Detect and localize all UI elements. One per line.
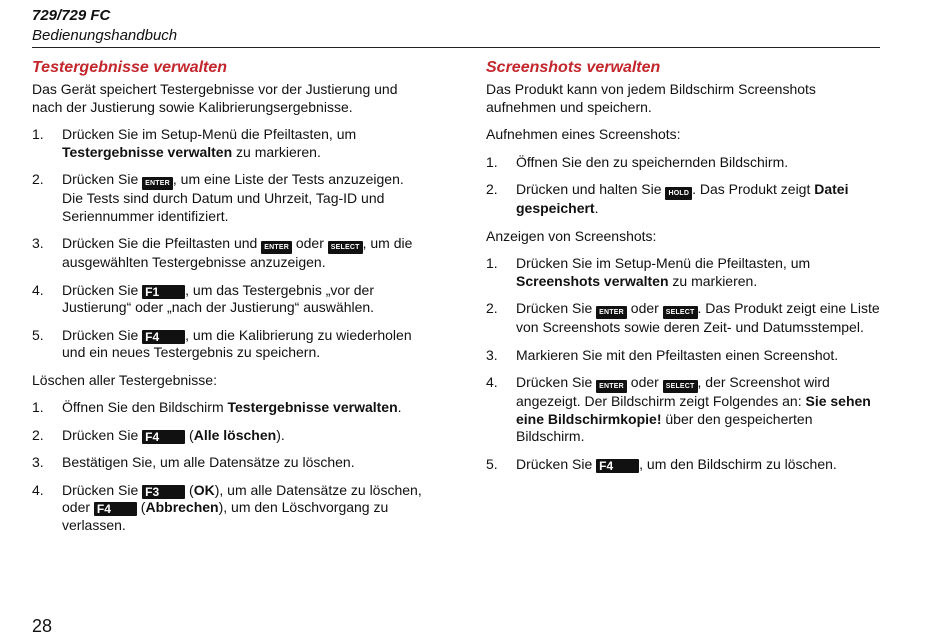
list-item: 1. Drücken Sie im Setup-Menü die Pfeiltasten, um Screenshots verwalten zu markieren.: [486, 255, 811, 289]
hold-key-icon: HOLD: [665, 187, 692, 200]
list-item: 5. Drücken Sie F4 , um die Kalibrierung zu wiederholen und ein neues Testergebnis zu speichern.: [32, 326, 412, 360]
manual-subtitle: Bedienungshandbuch: [32, 27, 178, 44]
list-item: 1. Öffnen Sie den zu speichernden Bildschirm.: [486, 153, 789, 170]
f1-key-icon: F1: [142, 285, 185, 299]
f4-key-icon: F4: [94, 502, 137, 516]
enter-key-icon: ENTER: [596, 306, 627, 319]
list-item: 4. Drücken Sie ENTER oder SELECT , der Screenshot wird angezeigt. Der Bildschirm zeigt Folgendes an: Sie sehen eine Bildschirmkopie! über den gespeicherten Bildschirm.: [486, 374, 871, 444]
delete-steps: [32, 399, 424, 534]
section-intro: Das Produkt kann von jedem Bildschirm Screenshots aufnehmen und speichern.: [486, 81, 816, 115]
list-item: 2. Drücken Sie F4 (Alle löschen).: [32, 426, 285, 444]
list-item: 4. Drücken Sie F3 (OK), um alle Datensätze zu löschen, oder F4 (Abbrechen), um den Löschvorgang zu verlassen.: [32, 481, 422, 533]
f3-key-icon: F3: [142, 485, 185, 499]
f4-key-icon: F4: [142, 430, 185, 444]
list-item: 3. Drücken Sie die Pfeiltasten und ENTER oder SELECT , um die ausgewählten Testergebnisse anzuzeigen.: [32, 235, 413, 270]
list-item: 3. Bestätigen Sie, um alle Datensätze zu löschen.: [32, 454, 355, 470]
select-key-icon: SELECT: [663, 380, 698, 393]
enter-key-icon: ENTER: [596, 380, 627, 393]
f4-key-icon: F4: [596, 459, 639, 473]
enter-key-icon: ENTER: [261, 241, 292, 254]
page-header: [32, 6, 177, 46]
list-item: 1. Öffnen Sie den Bildschirm Testergebnisse verwalten.: [32, 399, 402, 415]
manual-model-title: 729/729 FC: [32, 7, 111, 24]
select-key-icon: SELECT: [663, 306, 698, 319]
section-intro: Das Gerät speichert Testergebnisse vor der Justierung und nach der Justierung sowie Kalibrierungsergebnisse.: [32, 81, 398, 115]
section-heading-test-results: Testergebnisse verwalten: [32, 59, 228, 76]
view-steps: [486, 255, 880, 473]
list-item: 1. Drücken Sie im Setup-Menü die Pfeiltasten, um Testergebnisse verwalten zu markieren.: [32, 126, 357, 160]
list-item: 2. Drücken Sie ENTER , um eine Liste der Tests anzuzeigen. Die Tests sind durch Datum und Uhrzeit, Tag-ID und Seriennummer identifiziert.: [32, 171, 404, 224]
right-column: [486, 58, 880, 483]
select-key-icon: SELECT: [328, 241, 363, 254]
list-item: 3. Markieren Sie mit den Pfeiltasten einen Screenshot.: [486, 346, 839, 363]
list-item: 5. Drücken Sie F4 , um den Bildschirm zu löschen.: [486, 455, 837, 473]
delete-all-label: Löschen aller Testergebnisse:: [32, 371, 217, 388]
capture-steps: [486, 154, 880, 218]
left-column: [32, 58, 424, 544]
list-item: 2. Drücken Sie ENTER oder SELECT . Das Produkt zeigt eine Liste von Screenshots sowie deren Zeit- und Datumsstempel.: [486, 300, 880, 335]
list-item: 2. Drücken und halten Sie HOLD . Das Produkt zeigt Datei gespeichert.: [486, 181, 849, 216]
page-number: 28: [32, 616, 53, 636]
list-item: 4. Drücken Sie F1 , um das Testergebnis „vor der Justierung“ oder „nach der Justierung“ auswählen.: [32, 281, 375, 315]
header-rule: [32, 47, 880, 48]
capture-label: Aufnehmen eines Screenshots:: [486, 126, 681, 142]
enter-key-icon: ENTER: [142, 177, 173, 190]
f4-key-icon: F4: [142, 330, 185, 344]
view-label: Anzeigen von Screenshots:: [486, 227, 657, 244]
section-heading-screenshots: Screenshots verwalten: [486, 59, 661, 76]
test-results-steps: [32, 126, 424, 362]
